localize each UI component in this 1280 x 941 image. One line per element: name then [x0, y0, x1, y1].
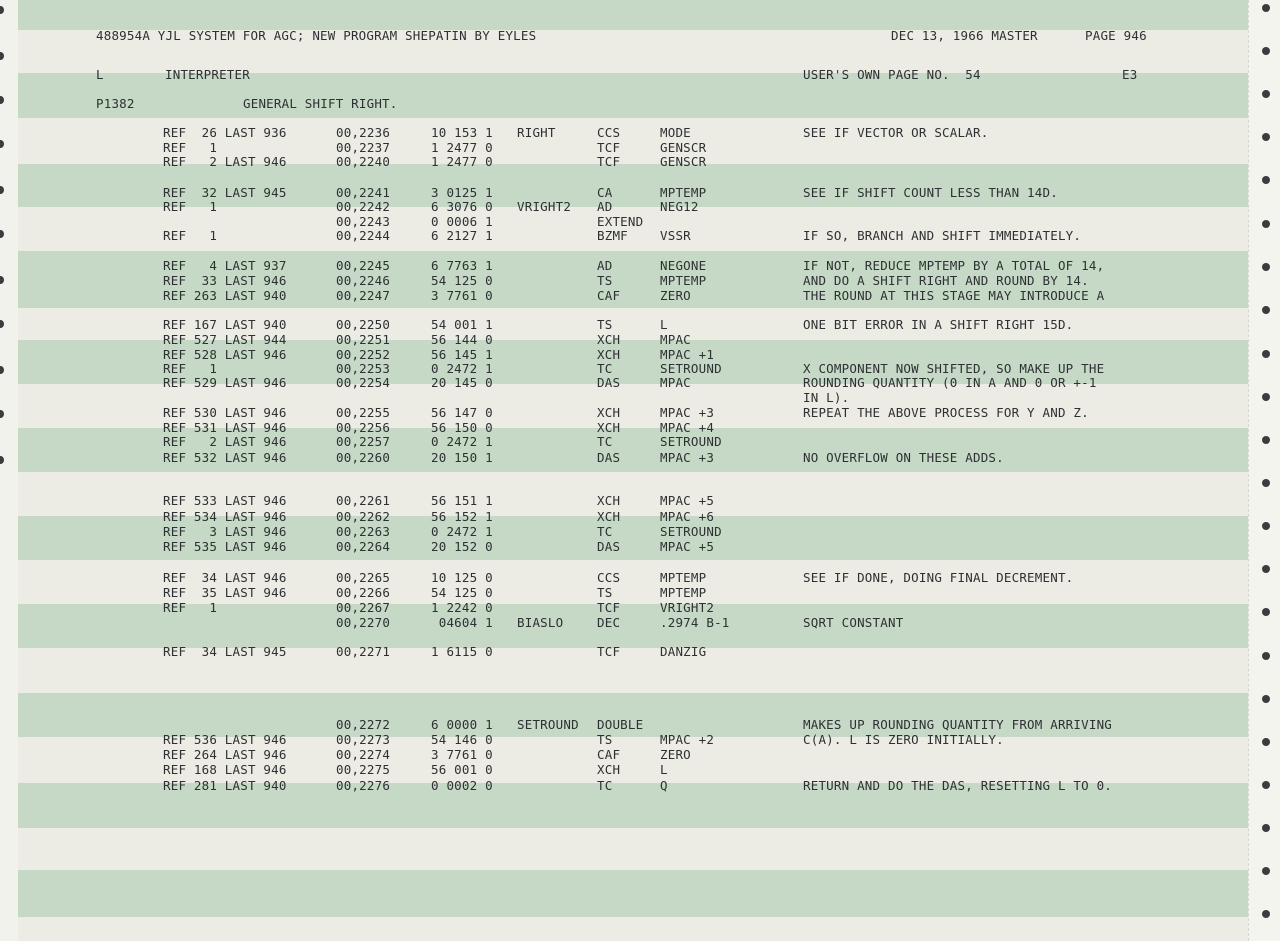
address: 00,2276 — [336, 778, 391, 793]
symbol-label: RIGHT — [517, 125, 556, 140]
opcode: XCH — [597, 420, 621, 435]
operand: GENSCR — [660, 154, 707, 169]
reference: REF 532 LAST 946 — [163, 450, 287, 465]
greenbar-band — [18, 0, 1248, 30]
address: 00,2244 — [336, 228, 391, 243]
tractor-hole-icon — [1262, 176, 1270, 184]
octal-word: 1 2242 0 — [431, 600, 493, 615]
reference: REF 1 — [163, 600, 218, 615]
octal-word: 0 2472 1 — [431, 434, 493, 449]
octal-word: 56 001 0 — [431, 762, 493, 777]
octal-word: 0 0002 0 — [431, 778, 493, 793]
reference: REF 533 LAST 946 — [163, 493, 287, 508]
opcode: TCF — [597, 644, 621, 659]
octal-word: 3 0125 1 — [431, 185, 493, 200]
tractor-hole-icon — [1262, 47, 1270, 55]
opcode: TCF — [597, 140, 621, 155]
opcode: TS — [597, 273, 613, 288]
opcode: XCH — [597, 347, 621, 362]
heading-line-number: P1382 — [96, 96, 135, 111]
opcode: DAS — [597, 539, 621, 554]
tractor-hole-icon — [1262, 479, 1270, 487]
reference: REF 35 LAST 946 — [163, 585, 287, 600]
operand: SETROUND — [660, 434, 722, 449]
operand: ZERO — [660, 747, 691, 762]
tractor-hole-icon — [1262, 220, 1270, 228]
address: 00,2271 — [336, 644, 391, 659]
operand: MPAC +3 — [660, 450, 715, 465]
reference: REF 26 LAST 936 — [163, 125, 287, 140]
address: 00,2242 — [336, 199, 391, 214]
comment: SEE IF SHIFT COUNT LESS THAN 14D. — [803, 185, 1058, 200]
comment: ONE BIT ERROR IN A SHIFT RIGHT 15D. — [803, 317, 1074, 332]
address: 00,2270 — [336, 615, 391, 630]
reference: REF 534 LAST 946 — [163, 509, 287, 524]
opcode: TC — [597, 778, 613, 793]
log-section-name: INTERPRETER — [165, 67, 250, 82]
operand: L — [660, 317, 668, 332]
opcode: DEC — [597, 615, 621, 630]
comment: RETURN AND DO THE DAS, RESETTING L TO 0. — [803, 778, 1113, 793]
address: 00,2254 — [336, 375, 391, 390]
octal-word: 6 0000 1 — [431, 717, 493, 732]
octal-word: 20 145 0 — [431, 375, 493, 390]
operand: .2974 B-1 — [660, 615, 730, 630]
address: 00,2263 — [336, 524, 391, 539]
address: 00,2265 — [336, 570, 391, 585]
operand: MPAC +6 — [660, 509, 715, 524]
address: 00,2267 — [336, 600, 391, 615]
opcode: CA — [597, 185, 613, 200]
reference: REF 1 — [163, 361, 218, 376]
tractor-hole-icon — [1262, 90, 1270, 98]
comment: THE ROUND AT THIS STAGE MAY INTRODUCE A — [803, 288, 1105, 303]
reference: REF 1 — [163, 228, 218, 243]
address: 00,2260 — [336, 450, 391, 465]
address: 00,2256 — [336, 420, 391, 435]
tractor-hole-icon — [1262, 263, 1270, 271]
operand: MPAC +1 — [660, 347, 715, 362]
octal-word: 56 150 0 — [431, 420, 493, 435]
opcode: CCS — [597, 125, 621, 140]
octal-word: 6 7763 1 — [431, 258, 493, 273]
octal-word: 56 152 1 — [431, 509, 493, 524]
opcode: TC — [597, 434, 613, 449]
operand: NEG12 — [660, 199, 699, 214]
operand: MPAC +2 — [660, 732, 715, 747]
opcode: TS — [597, 317, 613, 332]
address: 00,2245 — [336, 258, 391, 273]
symbol-label: BIASLO — [517, 615, 564, 630]
opcode: XCH — [597, 762, 621, 777]
opcode: CAF — [597, 288, 621, 303]
octal-word: 3 7761 0 — [431, 288, 493, 303]
comment: SEE IF VECTOR OR SCALAR. — [803, 125, 989, 140]
opcode: TCF — [597, 600, 621, 615]
operand: MPTEMP — [660, 585, 707, 600]
reference: REF 34 LAST 945 — [163, 644, 287, 659]
section-code: E3 — [1122, 67, 1138, 82]
address: 00,2237 — [336, 140, 391, 155]
octal-word: 0 0006 1 — [431, 214, 493, 229]
octal-word: 04604 1 — [431, 615, 493, 630]
reference: REF 529 LAST 946 — [163, 375, 287, 390]
opcode: CAF — [597, 747, 621, 762]
reference: REF 530 LAST 946 — [163, 405, 287, 420]
comment: REPEAT THE ABOVE PROCESS FOR Y AND Z. — [803, 405, 1089, 420]
operand: MPTEMP — [660, 273, 707, 288]
comment: X COMPONENT NOW SHIFTED, SO MAKE UP THE — [803, 361, 1105, 376]
opcode: TS — [597, 732, 613, 747]
opcode: XCH — [597, 509, 621, 524]
reference: REF 1 — [163, 199, 218, 214]
operand: NEGONE — [660, 258, 707, 273]
opcode: DOUBLE — [597, 717, 644, 732]
address: 00,2236 — [336, 125, 391, 140]
octal-word: 56 147 0 — [431, 405, 493, 420]
page-number: PAGE 946 — [1085, 28, 1147, 43]
comment: C(A). L IS ZERO INITIALLY. — [803, 732, 1004, 747]
operand: VSSR — [660, 228, 691, 243]
octal-word: 10 125 0 — [431, 570, 493, 585]
opcode: DAS — [597, 450, 621, 465]
address: 00,2243 — [336, 214, 391, 229]
opcode: XCH — [597, 332, 621, 347]
tractor-hole-icon — [1262, 910, 1270, 918]
greenbar-band — [18, 870, 1248, 917]
opcode: CCS — [597, 570, 621, 585]
comment: IF SO, BRANCH AND SHIFT IMMEDIATELY. — [803, 228, 1082, 243]
tractor-hole-icon — [1262, 608, 1270, 616]
octal-word: 54 146 0 — [431, 732, 493, 747]
heading-text: GENERAL SHIFT RIGHT. — [243, 96, 398, 111]
address: 00,2266 — [336, 585, 391, 600]
print-date: DEC 13, 1966 MASTER — [891, 28, 1038, 43]
tractor-hole-icon — [1262, 695, 1270, 703]
octal-word: 54 001 1 — [431, 317, 493, 332]
tractor-hole-icon — [1262, 781, 1270, 789]
comment: NO OVERFLOW ON THESE ADDS. — [803, 450, 1004, 465]
address: 00,2250 — [336, 317, 391, 332]
operand: MPAC +5 — [660, 493, 715, 508]
address: 00,2274 — [336, 747, 391, 762]
octal-word: 0 2472 1 — [431, 361, 493, 376]
address: 00,2255 — [336, 405, 391, 420]
operand: MPAC +3 — [660, 405, 715, 420]
reference: REF 281 LAST 940 — [163, 778, 287, 793]
reference: REF 33 LAST 946 — [163, 273, 287, 288]
reference: REF 263 LAST 940 — [163, 288, 287, 303]
comment: MAKES UP ROUNDING QUANTITY FROM ARRIVING — [803, 717, 1113, 732]
octal-word: 1 2477 0 — [431, 140, 493, 155]
operand: DANZIG — [660, 644, 707, 659]
octal-word: 1 2477 0 — [431, 154, 493, 169]
comment: SQRT CONSTANT — [803, 615, 904, 630]
operand: SETROUND — [660, 361, 722, 376]
opcode: TS — [597, 585, 613, 600]
address: 00,2257 — [336, 434, 391, 449]
octal-word: 0 2472 1 — [431, 524, 493, 539]
opcode: TCF — [597, 154, 621, 169]
operand: MPAC — [660, 332, 691, 347]
log-section-column: L — [96, 67, 104, 82]
octal-word: 6 3076 0 — [431, 199, 493, 214]
opcode: TC — [597, 524, 613, 539]
tractor-hole-icon — [1262, 565, 1270, 573]
opcode: XCH — [597, 493, 621, 508]
reference: REF 34 LAST 946 — [163, 570, 287, 585]
tractor-hole-icon — [1262, 4, 1270, 12]
opcode: AD — [597, 199, 613, 214]
operand: MPAC +5 — [660, 539, 715, 554]
reference: REF 4 LAST 937 — [163, 258, 287, 273]
octal-word: 56 151 1 — [431, 493, 493, 508]
address: 00,2240 — [336, 154, 391, 169]
octal-word: 56 145 1 — [431, 347, 493, 362]
tractor-hole-icon — [1262, 393, 1270, 401]
comment: IN L). — [803, 390, 850, 405]
operand: MPAC — [660, 375, 691, 390]
reference: REF 1 — [163, 140, 218, 155]
comment: AND DO A SHIFT RIGHT AND ROUND BY 14. — [803, 273, 1089, 288]
opcode: BZMF — [597, 228, 628, 243]
octal-word: 56 144 0 — [431, 332, 493, 347]
operand: MPTEMP — [660, 185, 707, 200]
opcode: DAS — [597, 375, 621, 390]
reference: REF 264 LAST 946 — [163, 747, 287, 762]
symbol-label: SETROUND — [517, 717, 579, 732]
opcode: TC — [597, 361, 613, 376]
symbol-label: VRIGHT2 — [517, 199, 572, 214]
octal-word: 10 153 1 — [431, 125, 493, 140]
tractor-hole-icon — [1262, 133, 1270, 141]
tractor-hole-icon — [1262, 867, 1270, 875]
address: 00,2252 — [336, 347, 391, 362]
address: 00,2261 — [336, 493, 391, 508]
comment: ROUNDING QUANTITY (0 IN A AND 0 OR +-1 — [803, 375, 1097, 390]
reference: REF 535 LAST 946 — [163, 539, 287, 554]
operand: SETROUND — [660, 524, 722, 539]
operand: MODE — [660, 125, 691, 140]
address: 00,2272 — [336, 717, 391, 732]
reference: REF 527 LAST 944 — [163, 332, 287, 347]
tractor-hole-icon — [1262, 824, 1270, 832]
reference: REF 536 LAST 946 — [163, 732, 287, 747]
operand: L — [660, 762, 668, 777]
address: 00,2251 — [336, 332, 391, 347]
address: 00,2262 — [336, 509, 391, 524]
comment: SEE IF DONE, DOING FINAL DECREMENT. — [803, 570, 1074, 585]
reference: REF 32 LAST 945 — [163, 185, 287, 200]
operand: MPAC +4 — [660, 420, 715, 435]
tractor-hole-icon — [1262, 306, 1270, 314]
reference: REF 3 LAST 946 — [163, 524, 287, 539]
reference: REF 2 LAST 946 — [163, 154, 287, 169]
octal-word: 20 152 0 — [431, 539, 493, 554]
octal-word: 6 2127 1 — [431, 228, 493, 243]
operand: GENSCR — [660, 140, 707, 155]
operand: Q — [660, 778, 668, 793]
user-page-number: USER'S OWN PAGE NO. 54 — [803, 67, 981, 82]
operand: ZERO — [660, 288, 691, 303]
opcode: AD — [597, 258, 613, 273]
octal-word: 3 7761 0 — [431, 747, 493, 762]
address: 00,2246 — [336, 273, 391, 288]
reference: REF 168 LAST 946 — [163, 762, 287, 777]
reference: REF 2 LAST 946 — [163, 434, 287, 449]
tractor-hole-icon — [1262, 522, 1270, 530]
document-title: 488954A YJL SYSTEM FOR AGC; NEW PROGRAM SHEPATIN BY EYLES — [96, 28, 537, 43]
address: 00,2275 — [336, 762, 391, 777]
address: 00,2273 — [336, 732, 391, 747]
octal-word: 54 125 0 — [431, 585, 493, 600]
tractor-hole-icon — [1262, 350, 1270, 358]
tractor-hole-icon — [1262, 738, 1270, 746]
opcode: XCH — [597, 405, 621, 420]
address: 00,2241 — [336, 185, 391, 200]
tractor-hole-icon — [1262, 652, 1270, 660]
address: 00,2253 — [336, 361, 391, 376]
reference: REF 167 LAST 940 — [163, 317, 287, 332]
address: 00,2264 — [336, 539, 391, 554]
operand: VRIGHT2 — [660, 600, 715, 615]
opcode: EXTEND — [597, 214, 644, 229]
reference: REF 531 LAST 946 — [163, 420, 287, 435]
operand: MPTEMP — [660, 570, 707, 585]
comment: IF NOT, REDUCE MPTEMP BY A TOTAL OF 14, — [803, 258, 1105, 273]
tractor-hole-icon — [1262, 436, 1270, 444]
address: 00,2247 — [336, 288, 391, 303]
octal-word: 20 150 1 — [431, 450, 493, 465]
octal-word: 1 6115 0 — [431, 644, 493, 659]
octal-word: 54 125 0 — [431, 273, 493, 288]
reference: REF 528 LAST 946 — [163, 347, 287, 362]
right-margin-tractor-strip — [1248, 0, 1280, 941]
